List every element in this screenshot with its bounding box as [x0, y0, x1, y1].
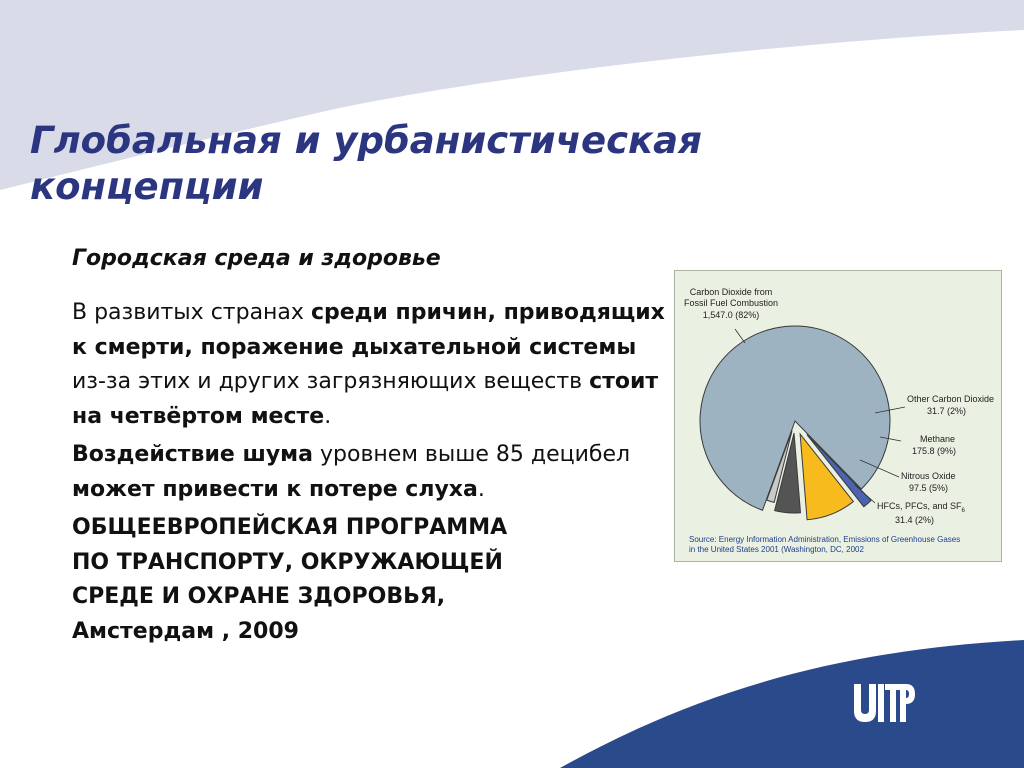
- slice-value-co2-fossil: 1,547.0 (82%): [702, 310, 760, 320]
- emissions-pie-chart: [674, 270, 1002, 562]
- slice-value-other-co2: 31.7 (2%): [927, 406, 967, 416]
- slice-label-other-co2: Other Carbon Dioxide: [907, 394, 995, 404]
- bold-run: Воздействие шума: [72, 442, 314, 467]
- text-run: из-за этих и других загрязняющих веществ: [72, 369, 590, 394]
- slice-label-methane: Methane: [920, 434, 956, 444]
- slice-value-nitrous-oxide: 97.5 (5%): [909, 483, 949, 493]
- program-line-2: ПО ТРАНСПОРТУ, ОКРУЖАЮЩЕЙ: [72, 549, 503, 575]
- hfcs-label-main: HFCs, PFCs, and SF: [877, 501, 962, 511]
- slide-subtitle: Городская среда и здоровье: [72, 246, 441, 271]
- slice-label-hfcs: [877, 501, 966, 514]
- text-run: .: [477, 476, 485, 502]
- slice-label-nitrous-oxide: Nitrous Oxide: [901, 471, 956, 481]
- chart-source-line-2: in the United States 2001 (Washington, DC, 2002: [689, 545, 864, 554]
- program-line-3: СРЕДЕ И ОХРАНЕ ЗДОРОВЬЯ,: [72, 584, 446, 609]
- paragraph-respiratory: [72, 296, 672, 434]
- slide-body: [72, 296, 672, 649]
- slide-title: Глобальная и урбанистическая концепции: [30, 119, 702, 208]
- program-line-1: ОБЩЕЕВРОПЕЙСКАЯ ПРОГРАММА: [72, 515, 508, 540]
- text-run: уровнем выше 85 децибел: [313, 442, 631, 467]
- paragraph-noise: [72, 438, 672, 507]
- slice-value-hfcs: 31.4 (2%): [895, 515, 935, 525]
- chart-svg: [675, 271, 1001, 561]
- slice-value-methane: 175.8 (9%): [912, 446, 957, 456]
- slice-label-co2-fossil: Carbon Dioxide from: [689, 287, 773, 297]
- bold-run: может привести к потере слуха: [72, 476, 478, 502]
- chart-source-line-1: Source: Energy Information Administration, Emissions of Greenhouse Gases: [689, 535, 961, 544]
- uitp-logo: [852, 680, 916, 724]
- text-run: .: [324, 403, 332, 429]
- text-run: В развитых странах: [72, 300, 311, 325]
- program-line-4: Амстердам , 2009: [72, 618, 299, 644]
- hfcs-label-subscript: 6: [961, 508, 965, 514]
- bold-run: стоит на четвёртом месте: [72, 369, 659, 429]
- slice-label-co2-fossil-2: Fossil Fuel Combustion: [683, 298, 779, 308]
- bold-run: среди причин, приводящих к смерти, поражение дыхательной системы: [72, 300, 665, 360]
